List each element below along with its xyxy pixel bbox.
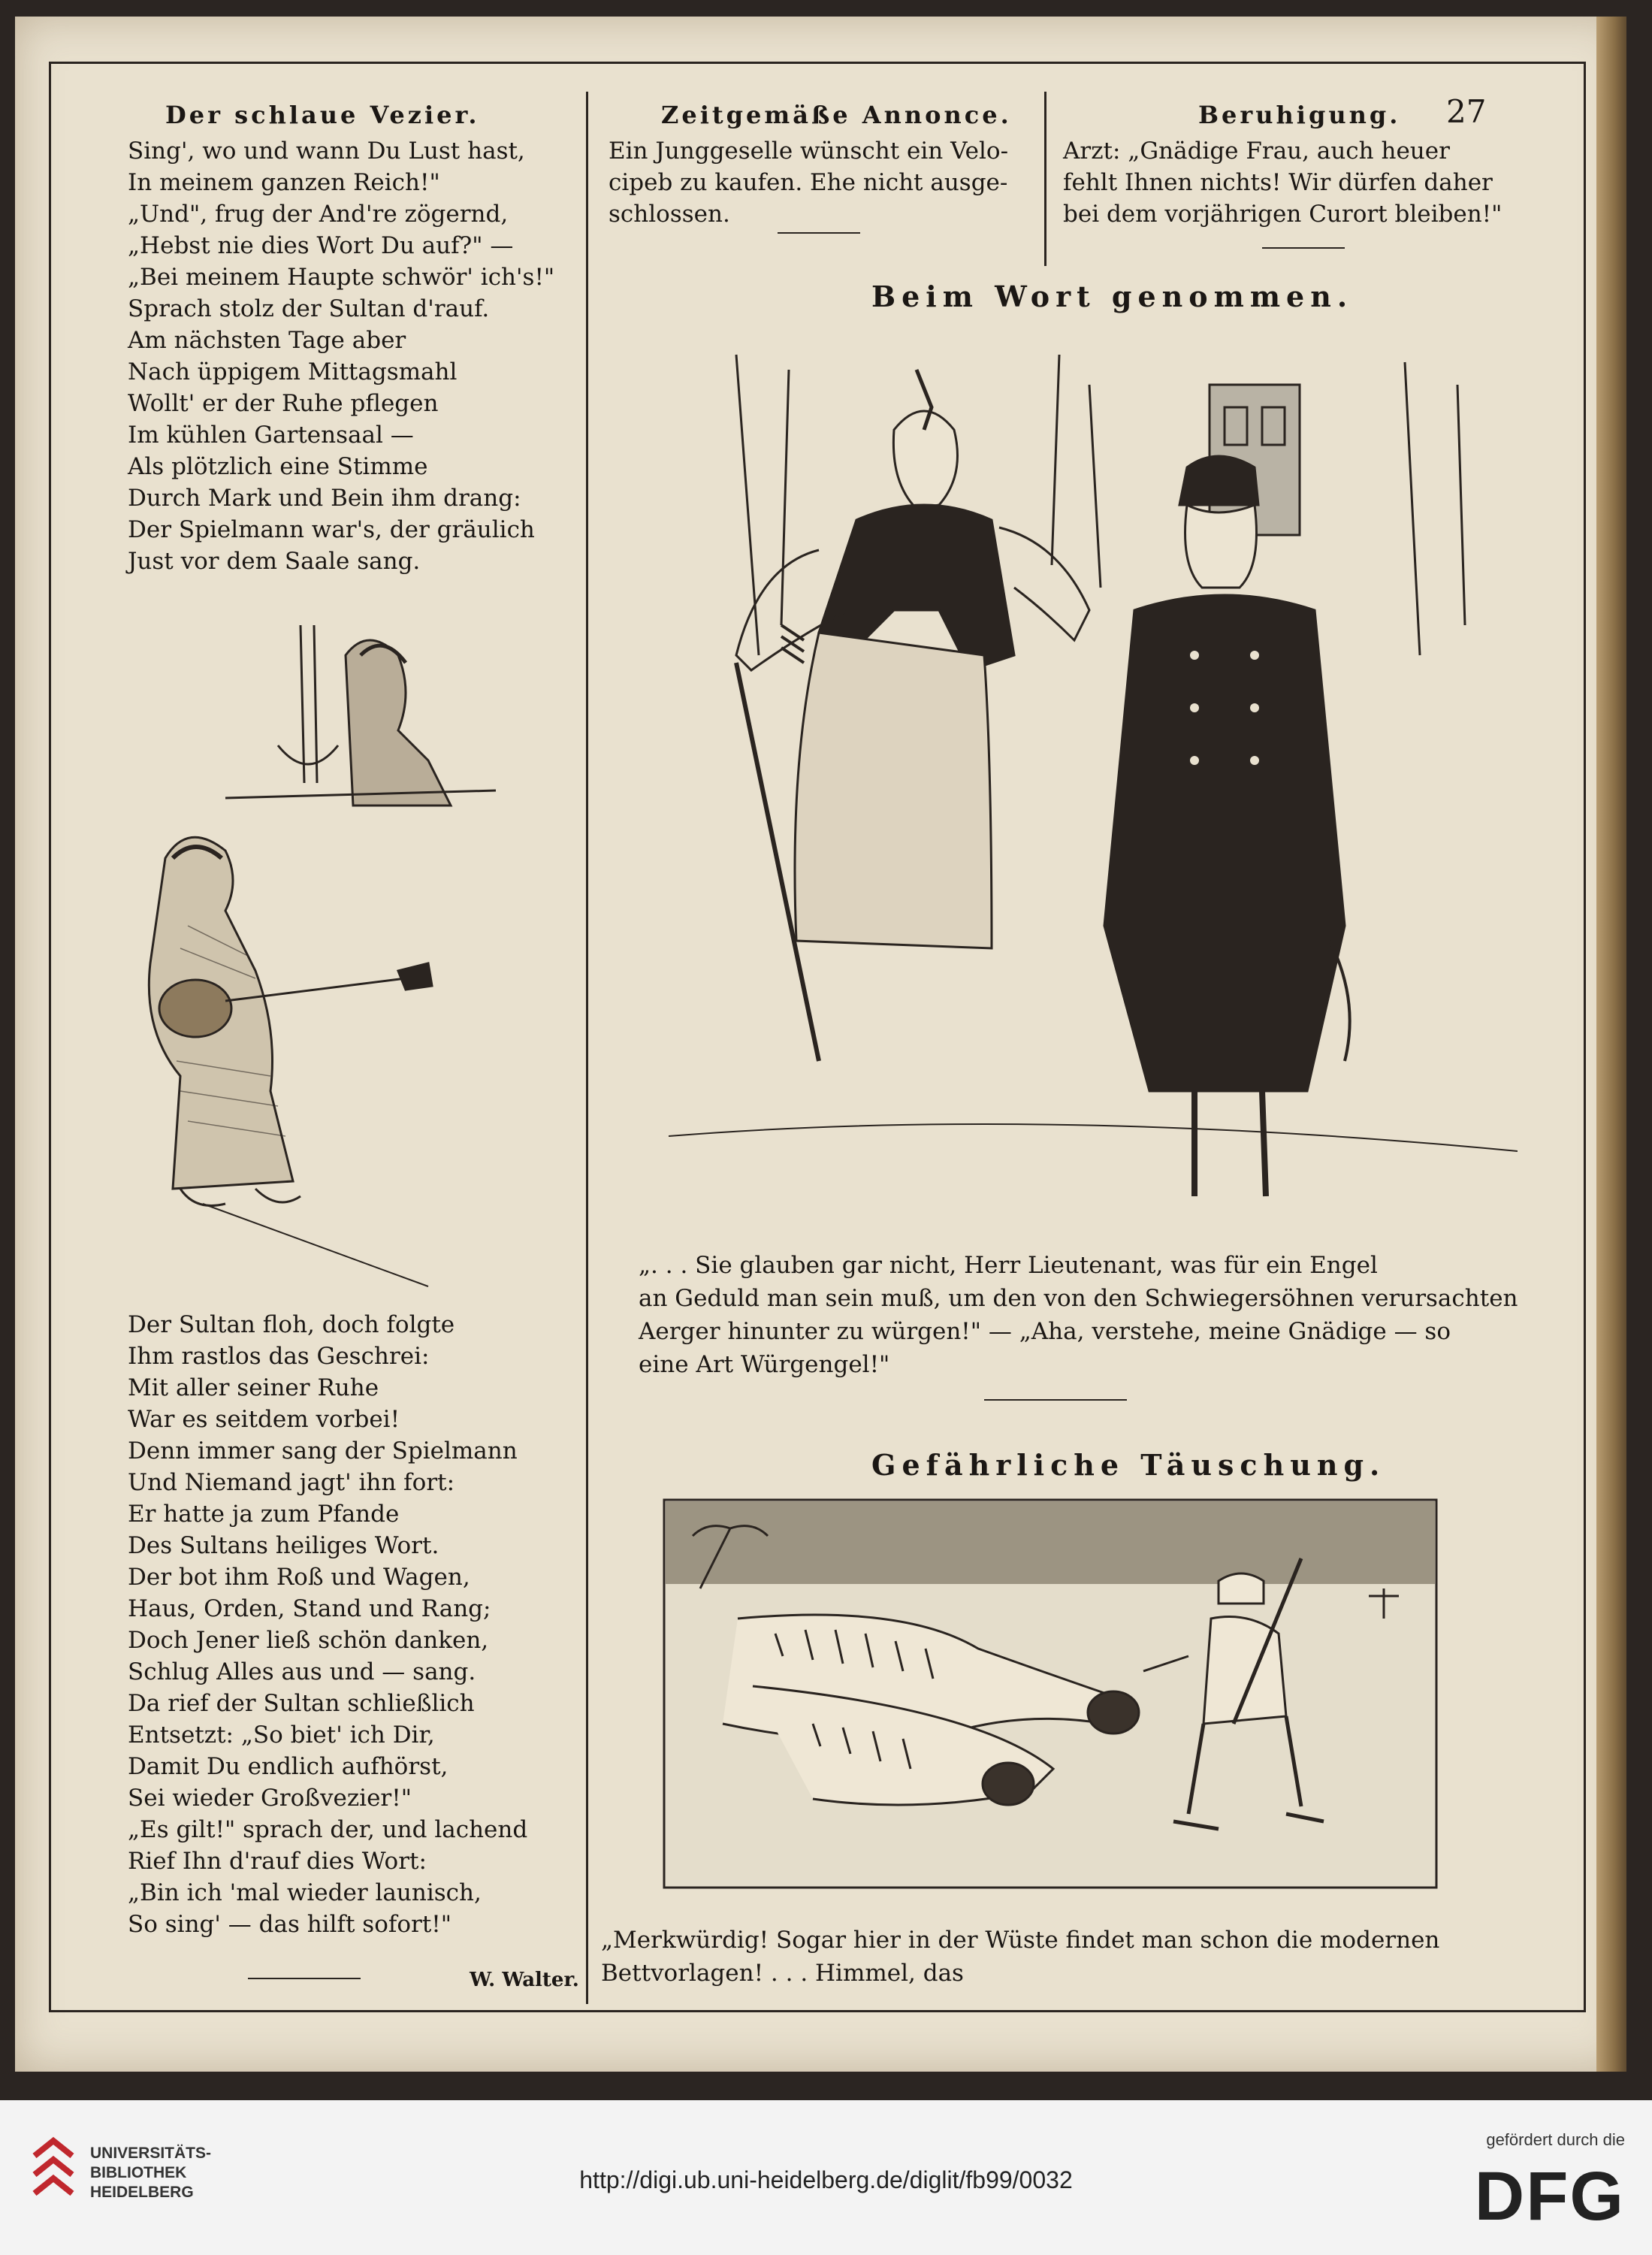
lady-and-lieutenant-illustration <box>669 340 1518 1241</box>
left-column-rule <box>586 92 588 2004</box>
annonce-end-rule <box>778 232 860 234</box>
poem-stanza-2: Der Sultan floh, doch folgte Ihm rastlos das Geschrei: Mit aller seiner Ruhe War es seitdem vorbei! Denn immer sang der Spielmann Und Niemand jagt' ihn fort: Er hatte ja zum Pfande Des Sultans heiliges Wort. Der bot ihm Roß und Wagen, Haus, Orden, Stand und Rang; Doch Jener ließ schön danken, Schlug Alles aus und — sang. Da rief der Sultan schließlich Entsetzt: „So biet' ich Dir, Damit Du endlich aufhörst, Sei wieder Großvezier!" „Es gilt!" sprach der, und lachend Rief Ihn d'rauf dies Wort: „Bin ich 'mal wieder launisch, So sing' — das hilft sofort!" <box>128 1311 528 1938</box>
annonce-text: Ein Junggeselle wünscht ein Velo- cipeb zu kaufen. Ehe nicht ausge- schlossen. <box>609 138 1009 228</box>
book-spine <box>1596 17 1626 2072</box>
annonce-title: Zeitgemäße Annonce. <box>661 101 1012 129</box>
library-name: UNIVERSITÄTS- BIBLIOTHEK HEIDELBERG <box>90 2145 212 2201</box>
top-middle-rule <box>1044 92 1046 266</box>
cartoon-1-end-rule <box>984 1399 1127 1401</box>
poem-stanza-1: Sing', wo und wann Du Lust hast, In meinem ganzen Reich!" „Und", frug der And're zögernd, „Hebst nie dies Wort Du auf?" — „Bei meinem Haupte schwör' ich's!" Sprach stolz der Sultan d'rauf. Am nächsten Tage aber Nach üppigem Mittagsmahl Wollt' er der Ruhe pflegen Im kühlen Gartensaal — Als plötzlich eine Stimme Durch Mark und Bein ihm drang: Der Spielmann war's, der gräulich Just vor dem Saale sang. <box>128 138 555 575</box>
beruhigung-end-rule <box>1262 247 1345 249</box>
cartoon-2-title: Gefährliche Täuschung. <box>871 1448 1386 1482</box>
beruhigung-text: Arzt: „Gnädige Frau, auch heuer fehlt Ihnen nichts! Wir dürfen daher bei dem vorjährigen Curort bleiben!" <box>1063 138 1503 228</box>
cartoon-2-caption: „Merkwürdig! Sogar hier in der Wüste findet man schon die modernen Bettvorlagen! . . . Himmel, das <box>601 1927 1440 1987</box>
source-url-link[interactable]: http://digi.ub.uni-heidelberg.de/diglit/fb99/0032 <box>579 2166 1073 2193</box>
minstrel-illustration <box>75 610 556 1294</box>
scanned-page <box>15 17 1626 2072</box>
beruhigung-title: Beruhigung. <box>1198 101 1401 129</box>
viewer-footer <box>0 2100 1652 2255</box>
cartoon-1-caption: „. . . Sie glauben gar nicht, Herr Lieutenant, was für ein Engel an Geduld man sein muß, um den von den Schwiegersöhnen verursachten Aerger hinunter zu würgen!" — „Aha, verstehe, meine Gnädige — so eine Art Würgengel!" <box>639 1252 1518 1378</box>
dfg-logo: DFG <box>1474 2158 1625 2235</box>
desert-tiger-rugs-illustration <box>663 1498 1438 1889</box>
poem-end-rule <box>248 1978 361 1979</box>
cartoon-1-title: Beim Wort genommen. <box>871 280 1354 313</box>
funding-label: gefördert durch die <box>1486 2130 1625 2149</box>
page-number: 27 <box>1446 93 1487 130</box>
poem-author: W. Walter. <box>470 1969 579 1991</box>
poem-title: Der schlaue Vezier. <box>165 101 480 129</box>
